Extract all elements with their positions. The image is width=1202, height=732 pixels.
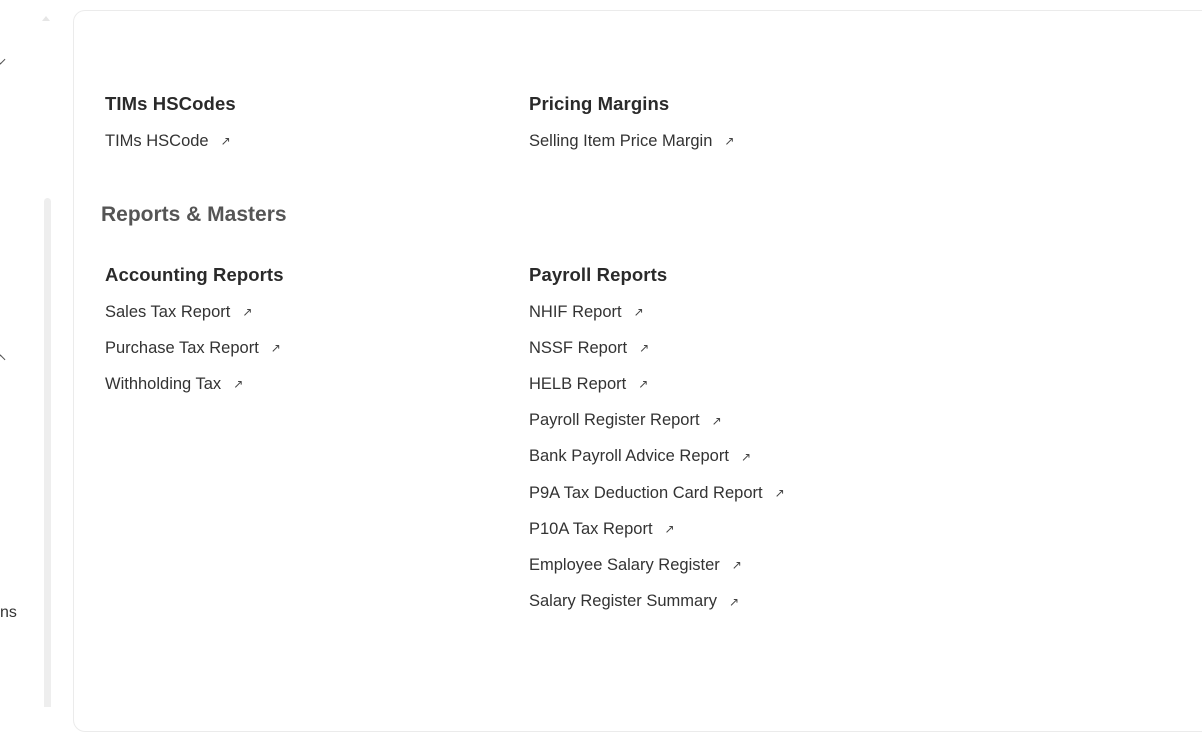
link-label: P9A Tax Deduction Card Report xyxy=(529,483,763,502)
external-link-arrow-icon: ↗ xyxy=(664,522,675,537)
link-sales-tax-report[interactable] xyxy=(105,294,284,330)
external-link-arrow-icon: ↗ xyxy=(242,305,253,320)
section-title: Reports & Masters xyxy=(101,203,287,226)
link-p10a-tax-report[interactable] xyxy=(529,511,785,547)
chevron-up-icon[interactable] xyxy=(0,355,5,365)
external-link-arrow-icon: ↗ xyxy=(270,341,281,356)
link-label: Withholding Tax xyxy=(105,374,222,393)
link-label: P10A Tax Report xyxy=(529,519,653,538)
link-bank-payroll-advice-report[interactable] xyxy=(529,439,785,475)
group-title: Accounting Reports xyxy=(105,264,284,285)
link-label: Employee Salary Register xyxy=(529,555,720,574)
link-selling-item-price-margin[interactable] xyxy=(529,123,734,159)
link-employee-salary-register[interactable] xyxy=(529,547,785,583)
external-link-arrow-icon: ↗ xyxy=(740,449,751,464)
external-link-arrow-icon: ↗ xyxy=(220,134,231,149)
external-link-arrow-icon: ↗ xyxy=(633,305,644,320)
group-accounting-reports xyxy=(105,264,284,403)
link-nhif-report[interactable] xyxy=(529,294,785,330)
external-link-arrow-icon: ↗ xyxy=(639,341,650,356)
link-label: NSSF Report xyxy=(529,338,628,357)
link-label: TIMs HSCode xyxy=(105,131,209,150)
external-link-arrow-icon: ↗ xyxy=(724,134,735,149)
sidebar-scrollbar[interactable] xyxy=(44,198,51,707)
scroll-up-arrow-icon[interactable] xyxy=(42,16,50,21)
link-label: Bank Payroll Advice Report xyxy=(529,447,729,466)
link-label: Selling Item Price Margin xyxy=(529,131,713,150)
group-title: Payroll Reports xyxy=(529,264,668,285)
external-link-arrow-icon: ↗ xyxy=(233,377,244,392)
link-tims-hscode[interactable] xyxy=(105,123,236,159)
group-title: Pricing Margins xyxy=(529,93,670,114)
link-label: Salary Register Summary xyxy=(529,592,717,611)
link-label: NHIF Report xyxy=(529,302,622,321)
external-link-arrow-icon: ↗ xyxy=(728,594,740,609)
chevron-down-icon[interactable] xyxy=(0,55,5,65)
group-pricing-margins xyxy=(529,93,734,159)
link-withholding-tax[interactable] xyxy=(105,366,284,402)
external-link-arrow-icon: ↗ xyxy=(774,486,785,501)
group-payroll-reports xyxy=(529,264,785,620)
group-title: TIMs HSCodes xyxy=(105,93,236,114)
external-link-arrow-icon: ↗ xyxy=(638,377,649,392)
link-salary-register-summary[interactable] xyxy=(529,584,785,620)
link-helb-report[interactable] xyxy=(529,366,785,402)
link-purchase-tax-report[interactable] xyxy=(105,330,284,366)
sidebar xyxy=(0,0,72,707)
link-p9a-tax-deduction-card-report[interactable] xyxy=(529,475,785,511)
link-label: HELB Report xyxy=(529,374,627,393)
link-nssf-report[interactable] xyxy=(529,330,785,366)
group-tims-hscodes xyxy=(105,93,236,159)
external-link-arrow-icon: ↗ xyxy=(711,413,722,428)
link-label: Purchase Tax Report xyxy=(105,338,259,357)
link-label: Sales Tax Report xyxy=(105,302,231,321)
sidebar-item-label[interactable]: ns xyxy=(0,604,17,621)
link-label: Payroll Register Report xyxy=(529,411,700,430)
external-link-arrow-icon: ↗ xyxy=(731,558,742,573)
link-payroll-register-report[interactable] xyxy=(529,403,785,439)
